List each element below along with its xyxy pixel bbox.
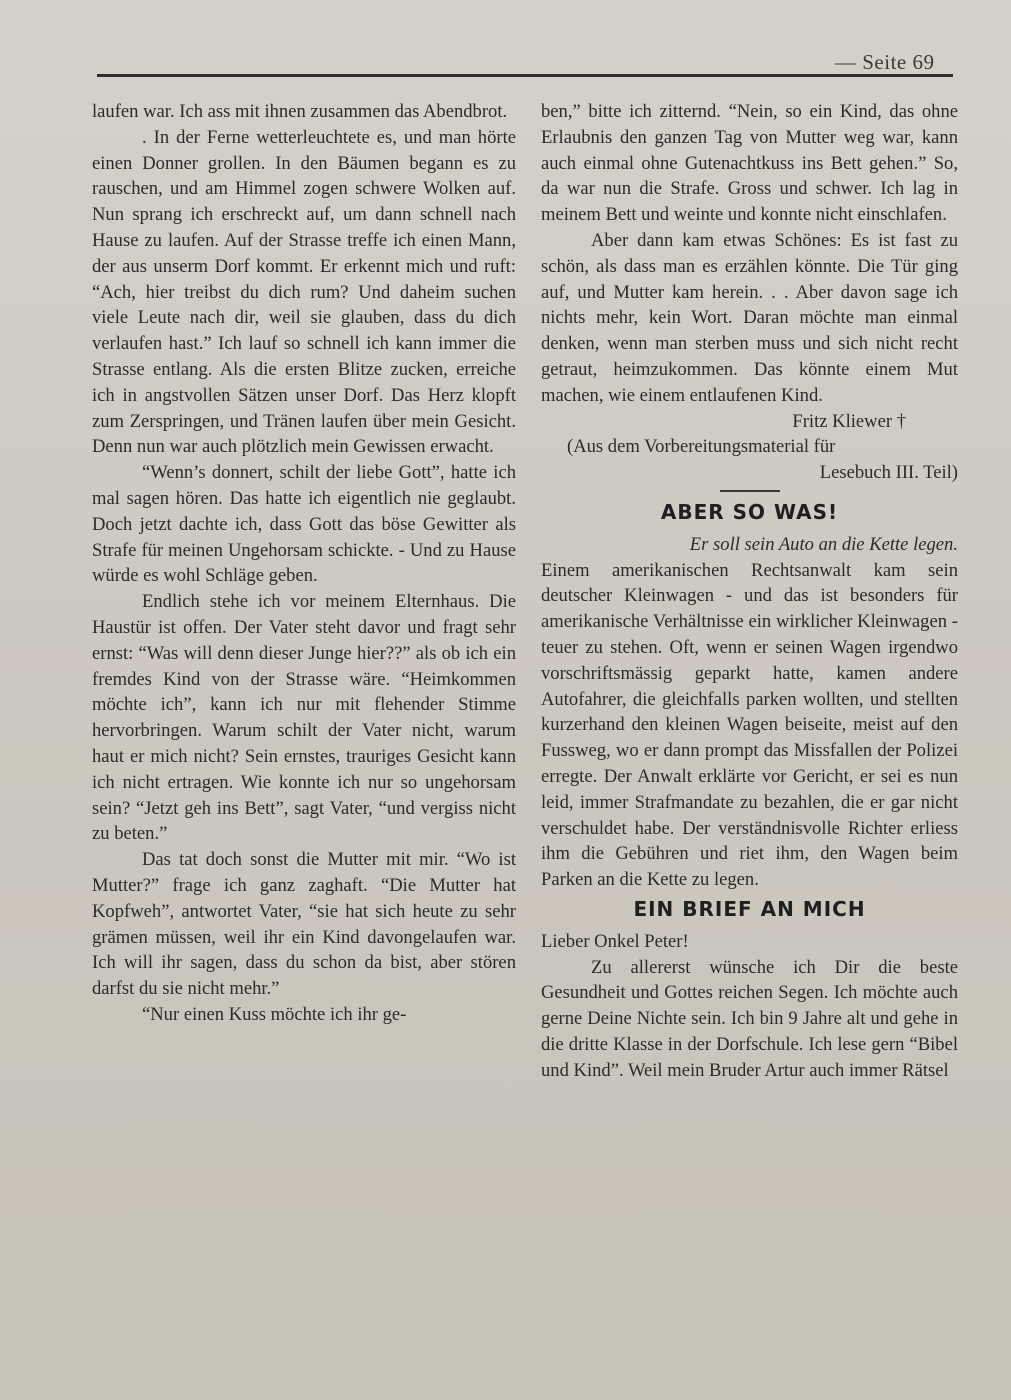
paragraph: Endlich stehe ich vor meinem Elternhaus. Die Haustür ist offen. Der Vater steht davor und fragt sehr ernst: “Was will denn dieser Junge hier??” als ob ich ein fremdes Kind von der Strasse wäre. “Heimkommen möchte ich”, kann ich nur mit flehender Stimme hervorbringen. Warum schilt der Vater nicht, warum haut er mich nicht? Sein ernstes, trauriges Gesicht kann ich nicht ertragen. Wie konnte ich nur so ungehorsam sein? “Jetzt geh ins Bett”, sagt Vater, “und vergiss nicht zu beten.” — [92, 591, 516, 845]
paragraph: “Nur einen Kuss möchte ich ihr ge- — [142, 1003, 407, 1025]
page-number: — Seite 69 — [835, 50, 935, 74]
source-note: (Aus dem Vorbereitungsmaterial für — [567, 436, 836, 458]
source-note-line2: Lesebuch III. Teil) — [819, 462, 958, 484]
letter-heading: EIN BRIEF AN MICH — [633, 896, 866, 921]
article-subtitle: Er soll sein Auto an die Kette legen. — [689, 533, 958, 555]
article-heading: ABER SO WAS! — [660, 499, 839, 524]
section-divider — [720, 490, 780, 492]
author-signature: Fritz Kliewer † — [792, 410, 906, 432]
paragraph: ben,” bitte ich zitternd. “Nein, so ein Kind, das ohne Erlaubnis den ganzen Tag von Mutter weg war, kann auch einmal ohne Gutenachtkuss ins Bett gehen.” So, da war nun die Strafe. Gross und schwer. Ich lag in meinem Bett und weinte und konnte nicht einschlafen. — [541, 101, 958, 226]
article-body: Einem amerikanischen Rechtsanwalt kam sein deutscher Kleinwagen - und das ist besonders für amerikanische Verhältnisse ein wirklicher Kleinwagen - teuer zu stehen. Oft, wenn er seinen Wagen irgendwo vorschriftsmässig geparkt hatte, kamen andere Autofahrer, die gleichfalls parken wollten, und stellten kurzerhand den kleinen Wagen beiseite, meist auf den Fussweg, wo er dann prompt das Missfallen der Polizei erregte. Der Anwalt erklärte vor Gericht, er sei es nun leid, immer Strafmandate zu bezahlen, die er gar nicht verschuldet habe. Der verständnisvolle Richter erliess ihm die Gebühren und riet ihm, den Wagen beim Parken an die Kette zu legen. — [541, 559, 958, 891]
letter-body: Zu allererst wünsche ich Dir die beste Gesundheit und Gottes reichen Segen. Ich möchte auch gerne Deine Nichte sein. Ich bin 9 Jahre alt und gehe in die dritte Klasse in der Dorfschule. Ich lese gern “Bibel und Kind”. Weil mein Bruder Artur auch immer Rätsel — [541, 956, 958, 1081]
paragraph: Das tat doch sonst die Mutter mit mir. “Wo ist Mutter?” frage ich ganz zaghaft. “Die Mutter hat Kopfweh”, antwortet Vater, “sie hat sich heute zu sehr grämen müssen, weil ihr ein Kind davongelaufen war. Ich will ihr sagen, dass du schon da bist, aber stören darfst du sie nicht mehr.” — [92, 849, 516, 1000]
right-column — [541, 99, 958, 1083]
paragraph: laufen war. Ich ass mit ihnen zusammen das Abendbrot. — [92, 101, 508, 122]
paragraph: . In der Ferne wetterleuchtete es, und man hörte einen Donner grollen. In den Bäumen begann es zu rauschen, und am Himmel zogen schwere Wolken auf. Nun sprang ich erschreckt auf, um dann schnell nach Hause zu laufen. Auf der Strasse treffe ich einen Mann, der aus unserm Dorf kommt. Er erkennt mich und ruft: “Ach, hier treibst du dich rum? Und daheim suchen viele Leute nach dir, weil sie glauben, dass du dich verlaufen hast.” Ich lauf so schnell ich kann immer die Strasse entlang. Als die ersten Blitze zucken, erreiche ich in angstvollen Sätzen unser Dorf. Das Herz klopft zum Zerspringen, und Tränen laufen über mein Gesicht. Denn nun war auch plötzlich mein Gewissen erwacht. — [92, 126, 516, 458]
header-rule — [97, 74, 953, 77]
paragraph: Aber dann kam etwas Schönes: Es ist fast zu schön, als dass man es erzählen könnte. Die Tür ging auf, und Mutter kam herein. . . Aber davon sage ich nichts mehr, kein Wort. Daran möchte man einmal denken, wenn man sterben muss und sich nicht recht getraut, heimzukommen. Das könnte einem Mut machen, wie einem entlaufenen Kind. — [541, 229, 958, 406]
left-column — [92, 99, 516, 1028]
letter-greeting: Lieber Onkel Peter! — [541, 930, 689, 952]
paragraph: “Wenn’s donnert, schilt der liebe Gott”, hatte ich mal sagen hören. Das hatte ich eigentlich nie geglaubt. Doch jetzt dachte ich, dass Gott das böse Gewitter als Strafe für meinen Ungehorsam schickte. - Und zu Hause würde es wohl Schläge geben. — [92, 462, 516, 587]
